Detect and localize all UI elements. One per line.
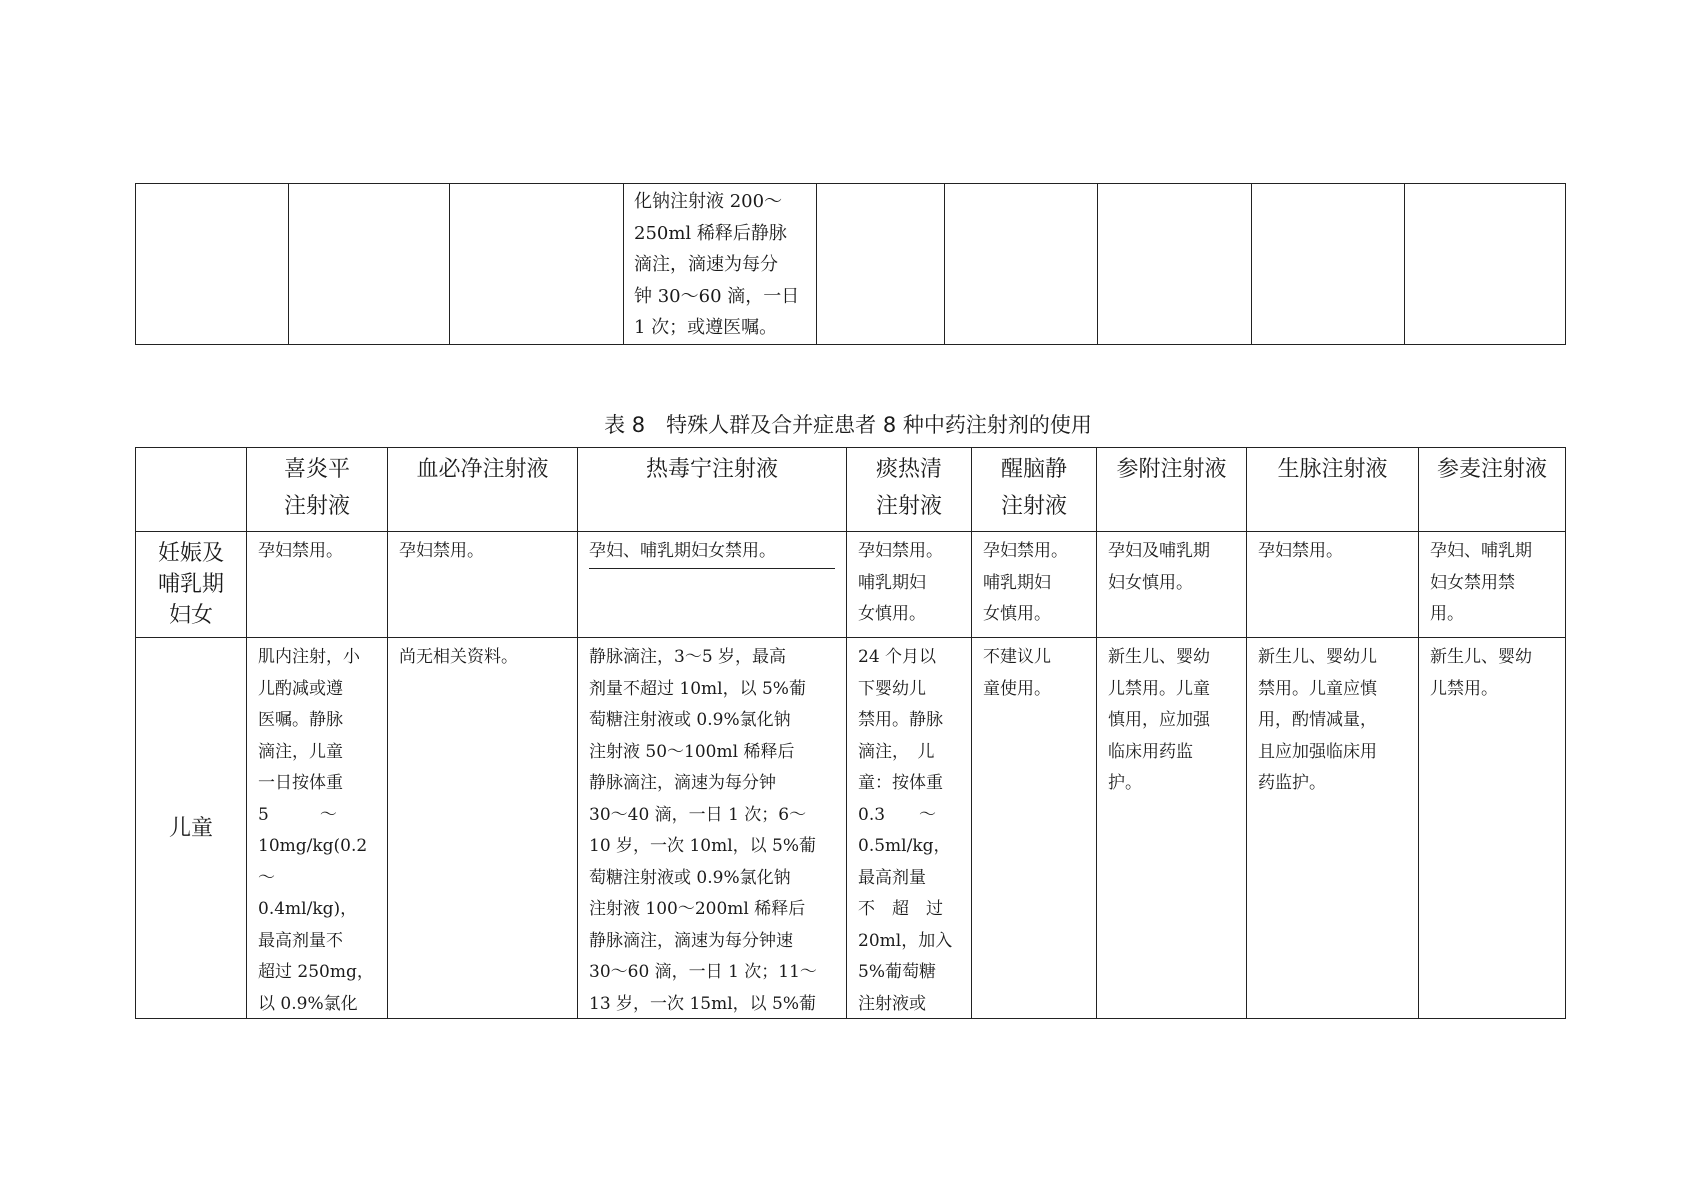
header-xingnaojing: 醒脑静 注射液 [972, 448, 1097, 532]
row-label-children: 儿童 [136, 638, 247, 1019]
table-cell: 孕妇、哺乳期 妇女禁用禁 用。 [1419, 532, 1566, 638]
underlined-text: 孕妇、哺乳期妇女禁用。 [589, 536, 835, 569]
header-row [136, 448, 1566, 532]
header-cell-empty [136, 448, 247, 532]
table-cell: 不建议儿 童使用。 [972, 638, 1097, 1019]
header-shengmai: 生脉注射液 [1247, 448, 1419, 532]
table-cell: 孕妇禁用。 [247, 532, 388, 638]
table-cell: 化钠注射液 200～ 250ml 稀释后静脉 滴注，滴速为每分 钟 30～60 滴，一日 1 次；或遵医嘱。 [624, 184, 817, 345]
table-cell: 新生儿、婴幼儿 禁用。儿童应慎 用，酌情减量， 且应加强临床用 药监护。 [1247, 638, 1419, 1019]
table-row [136, 532, 1566, 638]
table-cell: 新生儿、婴幼 儿禁用。 [1419, 638, 1566, 1019]
table-cell: 孕妇禁用。 哺乳期妇 女慎用。 [847, 532, 972, 638]
table-cell: 孕妇禁用。 哺乳期妇 女慎用。 [972, 532, 1097, 638]
row-label-pregnancy: 妊娠及 哺乳期 妇女 [136, 532, 247, 638]
header-reduning: 热毒宁注射液 [578, 448, 847, 532]
table-cell [289, 184, 450, 345]
table-cell [945, 184, 1098, 345]
table-cell [578, 532, 847, 638]
table-cell: 静脉滴注，3～5 岁，最高 剂量不超过 10ml，以 5%葡 萄糖注射液或 0.9%氯化钠 注射液 50～100ml 稀释后 静脉滴注，滴速为每分钟 30～40 滴，一日 1 次；6～ 10 岁，一次 10ml，以 5%葡 萄糖注射液或 0.9%氯化钠 注射液 100～200ml 稀释后 静脉滴注，滴速为每分钟速 30～60 滴，一日 1 次；11～ 13 岁，一次 15ml，以 5%葡 [578, 638, 847, 1019]
table-cell: 新生儿、婴幼 儿禁用。儿童 慎用，应加强 临床用药监 护。 [1097, 638, 1247, 1019]
table-cell: 尚无相关资料。 [388, 638, 578, 1019]
special-population-table [135, 447, 1566, 1019]
table-cell: 肌内注射，小 儿酌减或遵 医嘱。静脉 滴注，儿童 一日按体重 5 ～ 10mg/kg(0.2 ～ 0.4ml/kg)， 最高剂量不 超过 250mg， 以 0.9%氯化 [247, 638, 388, 1019]
table-cell: 孕妇及哺乳期 妇女慎用。 [1097, 532, 1247, 638]
continued-row [136, 184, 1566, 345]
table-row [136, 638, 1566, 1019]
header-shenmai: 参麦注射液 [1419, 448, 1566, 532]
table-cell: 孕妇禁用。 [388, 532, 578, 638]
header-shenfu: 参附注射液 [1097, 448, 1247, 532]
table-cell: 孕妇禁用。 [1247, 532, 1419, 638]
header-xiyanping: 喜炎平 注射液 [247, 448, 388, 532]
continued-table [135, 183, 1566, 345]
header-tanreqing: 痰热清 注射液 [847, 448, 972, 532]
table-cell [1252, 184, 1405, 345]
table-caption: 表 8 特殊人群及合并症患者 8 种中药注射剂的使用 [604, 413, 1092, 437]
table-cell [1098, 184, 1252, 345]
table-cell: 24 个月以 下婴幼儿 禁用。静脉 滴注， 儿 童：按体重 0.3 ～ 0.5ml/kg， 最高剂量 不 超 过 20ml，加入 5%葡萄糖 注射液或 [847, 638, 972, 1019]
table-cell [1405, 184, 1566, 345]
header-xuebijing: 血必净注射液 [388, 448, 578, 532]
table-cell [450, 184, 624, 345]
table-cell [136, 184, 289, 345]
table-cell [817, 184, 945, 345]
